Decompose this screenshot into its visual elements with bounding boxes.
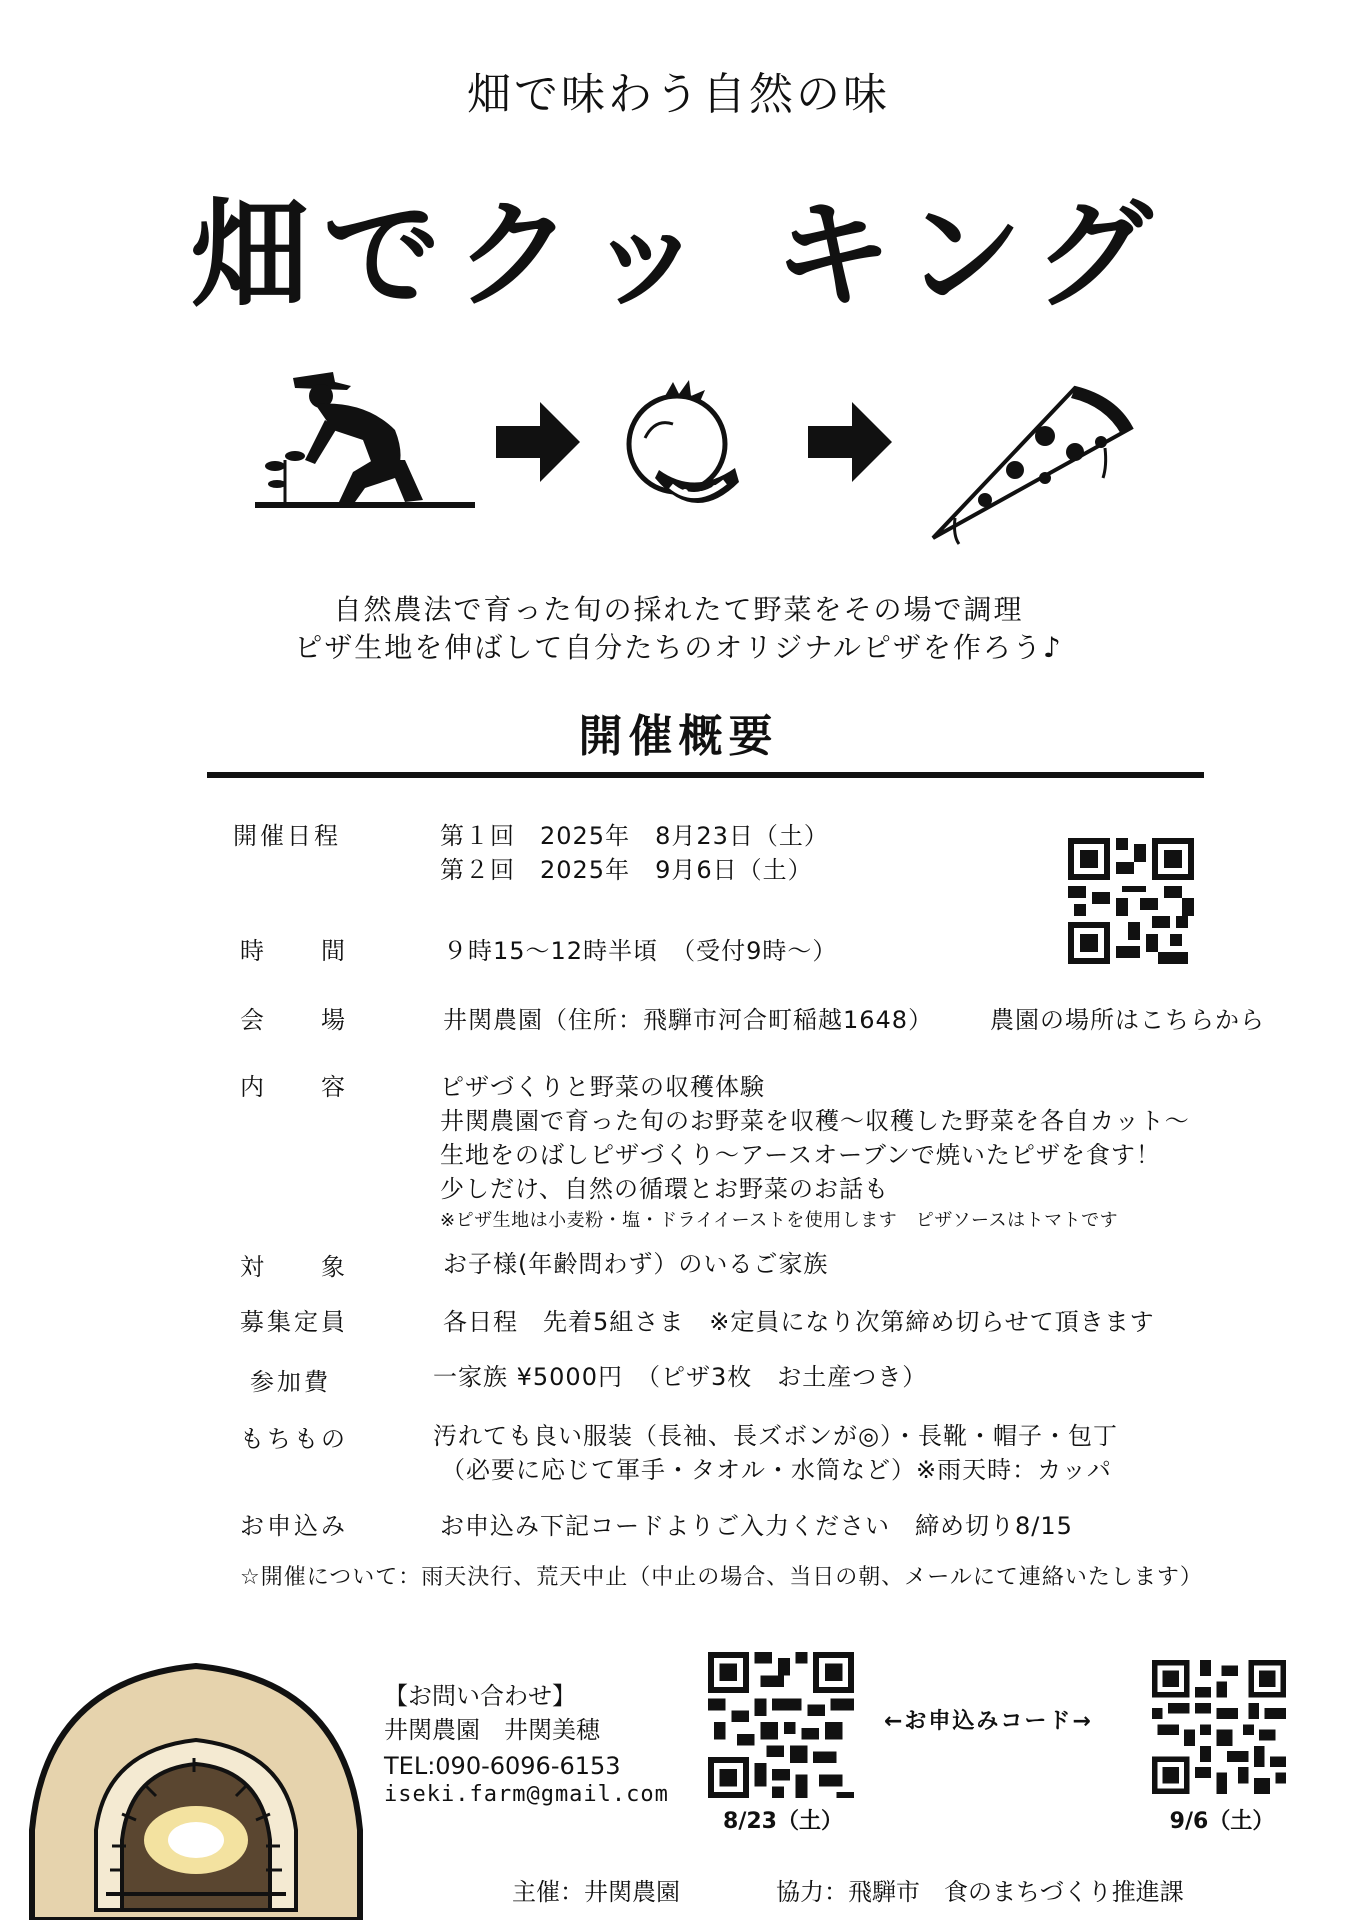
pizza-slice-icon [925, 378, 1135, 552]
venue-label: 会 場 [240, 1006, 348, 1034]
capacity-label: 募集定員 [240, 1308, 348, 1336]
content-line-1: ピザづくりと野菜の収穫体験 [440, 1073, 765, 1101]
earth-oven-illustration [26, 1660, 366, 1924]
weather-note: ☆開催について：雨天決行、荒天中止（中止の場合、当日の朝、メールにて連絡いたします） [240, 1565, 1203, 1590]
event-subtitle: 畑で味わう自然の味 [467, 69, 890, 120]
time-value: ９時15～12時半頃 （受付9時～） [443, 937, 838, 965]
section-title: 開催概要 [578, 711, 779, 762]
date-2: 第２回 2025年 9月6日（土） [440, 856, 813, 884]
fee-value: 一家族 ¥5000円 （ピザ3枚 お土産つき） [433, 1363, 928, 1391]
intro-line-1: 自然農法で育った旬の採れたて野菜をその場で調理 [333, 593, 1024, 626]
apply-qr-code-9-6[interactable] [1152, 1660, 1286, 1798]
fee-label: 参加費 [250, 1368, 331, 1396]
target-value: お子様(年齢問わず）のいるご家族 [443, 1250, 829, 1278]
time-label: 時 間 [240, 937, 348, 965]
organizer: 主催：井関農園 [512, 1878, 680, 1906]
content-note: ※ピザ生地は小麦粉・塩・ドライイーストを使用します ピザソースはトマトです [440, 1210, 1119, 1231]
items-line-2: （必要に応じて軍手・タオル・水筒など）※雨天時：カッパ [441, 1456, 1112, 1484]
apply-date-2: 9/6（土） [1169, 1809, 1275, 1834]
arrow-right-icon [808, 402, 892, 486]
apply-date-1: 8/23（土） [723, 1809, 843, 1834]
content-line-4: 少しだけ、自然の循環とお野菜のお話も [440, 1175, 890, 1203]
target-label: 対 象 [240, 1253, 348, 1281]
cooperation: 協力：飛騨市 食のまちづくり推進課 [776, 1878, 1184, 1906]
apply-code-caption: ←お申込みコード→ [884, 1709, 1093, 1734]
venue-map-link[interactable]: 農園の場所はこちらから [990, 1006, 1265, 1034]
apply-label: お申込み [240, 1512, 348, 1540]
content-line-2: 井関農園で育った旬のお野菜を収穫～収穫した野菜を各自カット～ [440, 1107, 1190, 1135]
date-1: 第１回 2025年 8月23日（土） [440, 822, 829, 850]
event-title: 畑でクッ キング [190, 186, 1167, 324]
content-line-3: 生地をのばしピザづくり～アースオーブンで焼いたピザを食す！ [440, 1141, 1161, 1169]
intro-line-2: ピザ生地を伸ばして自分たちのオリジナルピザを作ろう♪ [294, 631, 1063, 664]
contact-name: 井関農園 井関美穂 [384, 1716, 600, 1744]
capacity-value: 各日程 先着5組さま ※定員になり次第締め切らせて頂きます [443, 1308, 1155, 1336]
contact-email[interactable]: iseki.farm@gmail.com [384, 1782, 669, 1807]
content-label: 内 容 [240, 1073, 348, 1101]
items-line-1: 汚れても良い服装（長袖、長ズボンが◎）・長靴・帽子・包丁 [433, 1422, 1118, 1450]
contact-heading: 【お問い合わせ】 [384, 1682, 576, 1710]
venue-qr-code[interactable] [1068, 838, 1194, 968]
venue-value: 井関農園（住所：飛騨市河合町稲越1648） [443, 1006, 934, 1034]
apply-qr-code-8-23[interactable] [708, 1652, 854, 1802]
date-label: 開催日程 [233, 822, 341, 850]
farmer-icon [255, 360, 475, 520]
arrow-right-icon [496, 402, 580, 486]
section-divider [207, 772, 1204, 778]
items-label: もちもの [240, 1425, 348, 1453]
tomato-icon [615, 378, 745, 532]
contact-tel[interactable]: TEL:090-6096-6153 [384, 1752, 621, 1780]
apply-value: お申込み下記コードよりご入力ください 締め切り8/15 [440, 1512, 1073, 1540]
